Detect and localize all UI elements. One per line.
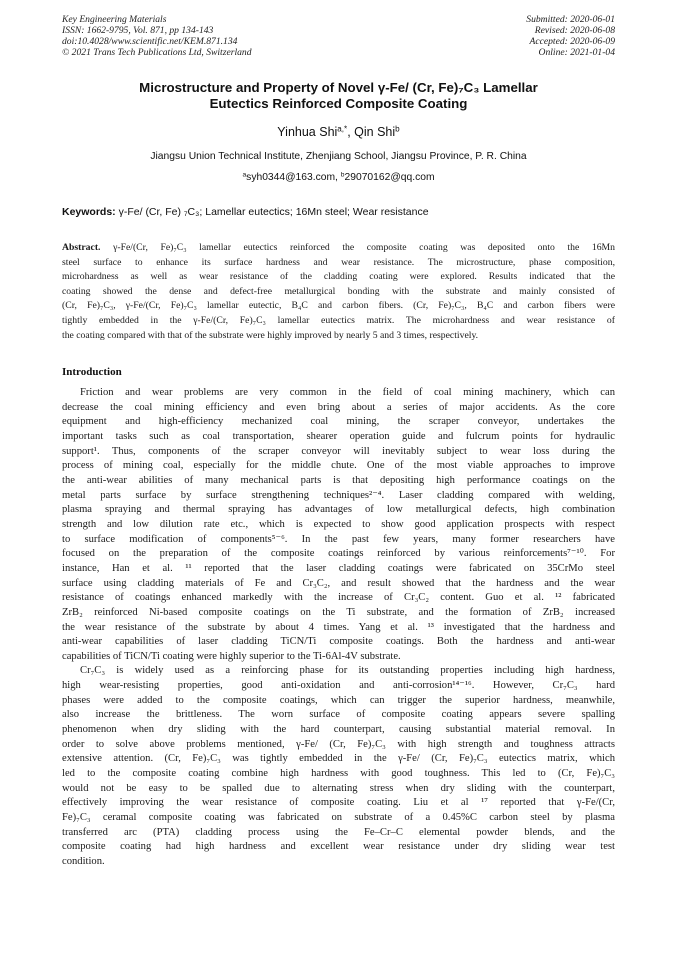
body-line: phenomenon when dry sliding with the hard counterpart, causing substantial material removal. In <box>62 724 615 736</box>
email-b[interactable]: 29070162@qq.com <box>344 172 435 183</box>
section-heading-introduction: Introduction <box>62 366 122 378</box>
body-line: order to solve above problems mentioned, γ-Fe/ (Cr, Fe)₇C₃ with high strength and toughness attracts <box>62 738 615 750</box>
title-line-1: Microstructure and Property of Novel γ-Fe/ (Cr, Fe)₇C₃ Lamellar <box>139 80 538 95</box>
body-line: condition. <box>62 856 105 867</box>
body-line: equipment and high-efficiency mechanized coal mining, the scraper conveyor, undertakes the <box>62 416 615 428</box>
paper-title <box>62 80 615 112</box>
body-line: decrease the coal mining efficiency and even bring about a series of major accidents. As the core <box>62 401 615 413</box>
date-online: Online: 2021-01-04 <box>538 47 615 58</box>
body-line: anti-wear capabilities of laser cladding TiCN/Ti composite coatings. Both the hardness and anti-wear <box>62 636 615 648</box>
abstract-line: microhardness as well as wear resistance of the cladding coating were explored. Results indicated that the <box>62 271 615 283</box>
date-revised: Revised: 2020-06-08 <box>534 25 615 36</box>
journal-issn: ISSN: 1662-9795, Vol. 871, pp 134-143 <box>62 25 214 36</box>
keywords-label: Keywords: <box>62 206 116 218</box>
body-line: plasma spraying and thermal spraying has advantages of low metallurgical defects, high combination <box>62 504 615 516</box>
keywords <box>62 206 615 218</box>
body-line: would not be easy to be spalled due to alternating stress when dry sliding with the counterpart, <box>62 782 615 794</box>
abstract-line: (Cr, Fe)₇C₃, γ-Fe/(Cr, Fe)₇C₃ lamellar eutectic, B₄C and carbon fibers. (Cr, Fe)₇C₃, B₄C and carbon fibers were <box>62 300 615 312</box>
body-line: strength and low dilution rate etc., which is expected to show good application prospects with respect <box>62 518 615 530</box>
keywords-text: γ-Fe/ (Cr, Fe) ₇C₃; Lamellar eutectics; 16Mn steel; Wear resistance <box>115 206 429 218</box>
body-line: composite coating had high hardness and excellent wear resistance under dry sliding wear test <box>62 841 615 853</box>
author-2: Qin Shi <box>354 125 396 139</box>
body-line: process of mining coal, especially for the middle chute. One of the most viable approaches to improve <box>62 460 615 472</box>
body-line: Cr₇C₃ is widely used as a reinforcing phase for its outstanding properties including high hardness, <box>80 665 615 677</box>
author-separator: , <box>347 125 355 139</box>
body-line: metal parts surface by surface strengthening techniques²⁻⁴. Laser cladding compared with welding, <box>62 489 615 501</box>
author-1: Yinhua Shi <box>277 125 338 139</box>
email-b-mark: b <box>340 171 345 179</box>
body-line: the wear resistance of the substrate by about 4 times. Yang et al. ¹³ investigated that the hardness and <box>62 621 615 633</box>
date-submitted: Submitted: 2020-06-01 <box>526 14 615 25</box>
journal-info <box>62 14 252 58</box>
body-line: led to the composite coating combine high hardness with good toughness. This led to (Cr, Fe)₇C₃ <box>62 768 615 780</box>
body-line: Fe)₇C₃ ceramal composite coating was fabricated on substrate of a 0.45%C carbon steel by plasma <box>62 812 615 824</box>
body-line: also increase the brittleness. The worn surface of composite coating appears severe spalling <box>62 709 615 721</box>
email-a[interactable]: syh0344@163.com, <box>246 172 341 183</box>
introduction-body <box>62 386 615 870</box>
body-line: capabilities of TiCN/Ti coating were highly superior to the Ti-6Al-4V substrate. <box>62 650 401 662</box>
body-line: instance, Han et al. ¹¹ reported that the laser cladding coatings were fabricated on 35CrMo steel <box>62 562 615 574</box>
date-accepted: Accepted: 2020-06-09 <box>529 36 615 47</box>
journal-name: Key Engineering Materials <box>62 14 167 25</box>
abstract-line: tightly embedded in the γ-Fe/(Cr, Fe)₇C₃ lamellar eutectics matrix. The microhardness and wear resistance of <box>62 314 615 326</box>
author-emails <box>62 172 615 183</box>
body-line: transferred arc (PTA) cladding process using the Fe–Cr–C elemental powder blends, and the <box>62 826 615 838</box>
body-line: to surface modification of components⁵⁻⁶. In the past few years, many former researchers have <box>62 533 615 545</box>
email-a-mark: a <box>242 171 247 179</box>
body-line: extensive attention. (Cr, Fe)₇C₃ was tightly embedded in the γ-Fe/ (Cr, Fe)₇C₃ eutectics matrix, which <box>62 753 615 765</box>
body-line: support¹. Thus, components of the scraper conveyor will inevitably subject to wear loss during the <box>62 445 615 457</box>
abstract <box>62 241 615 343</box>
abstract-line: coating showed the dense and defect-free metallurgical bonding with the substrate and mainly consisted of <box>62 285 615 297</box>
abstract-line: the coating compared with that of the substrate were highly improved by nearly 5 and 3 times, respectively. <box>62 329 479 341</box>
title-line-2: Eutectics Reinforced Composite Coating <box>209 96 468 111</box>
abstract-line: steel surface to enhance its surface hardness and wear resistance. The microstructure, phase composition, <box>62 256 615 268</box>
body-line: focused on the preparation of the composite coatings reinforced by various reinforcements⁷⁻¹⁰. For <box>62 548 615 560</box>
submission-dates <box>526 14 615 58</box>
body-line: important tasks such as coal transportation, shearer operation guide and fulcrum points for hydraulic <box>62 430 615 442</box>
body-line: surface using cladding materials of Fe and Cr₃C₂, and result showed that the hardness and the wear <box>62 577 615 589</box>
journal-doi[interactable]: doi:10.4028/www.scientific.net/KEM.871.134 <box>62 36 238 47</box>
body-line: phases were added to the composite coatings, which can trigger the superior hardness, meanwhile, <box>62 694 615 706</box>
abstract-label: Abstract. <box>62 242 101 253</box>
body-line: the anti-wear abilities of many mechanical parts is that depositing high performance coatings on the <box>62 474 615 486</box>
body-line: high wear-resisting properties, good anti-oxidation and anti-corrosion¹⁴⁻¹⁶. However, Cr₇C₃ hard <box>62 680 615 692</box>
author-2-mark: b <box>395 124 400 134</box>
journal-copyright: © 2021 Trans Tech Publications Ltd, Switzerland <box>62 47 252 58</box>
abstract-line: Abstract. γ-Fe/(Cr, Fe)₇C₃ lamellar eutectics reinforced the composite coating was deposited onto the 16Mn <box>62 242 615 253</box>
affiliation: Jiangsu Union Technical Institute, Zhenjiang School, Jiangsu Province, P. R. China <box>150 151 527 162</box>
author-list <box>62 125 615 139</box>
body-line: effectively improving the wear resistance of composite coating. Liu et al ¹⁷ reported that γ-Fe/(Cr, <box>62 797 615 809</box>
author-1-mark: a,* <box>337 124 348 134</box>
body-line: Friction and wear problems are very common in the field of coal mining machinery, which can <box>80 387 615 398</box>
body-line: ZrB₂ reinforced Ni-based composite coatings on the Ti substrate, and the formation of ZrB₂ increased <box>62 606 615 618</box>
body-line: resistance of coatings enhanced markedly with the increase of Cr₃C₂ content. Guo et al. ¹² fabricated <box>62 592 615 604</box>
